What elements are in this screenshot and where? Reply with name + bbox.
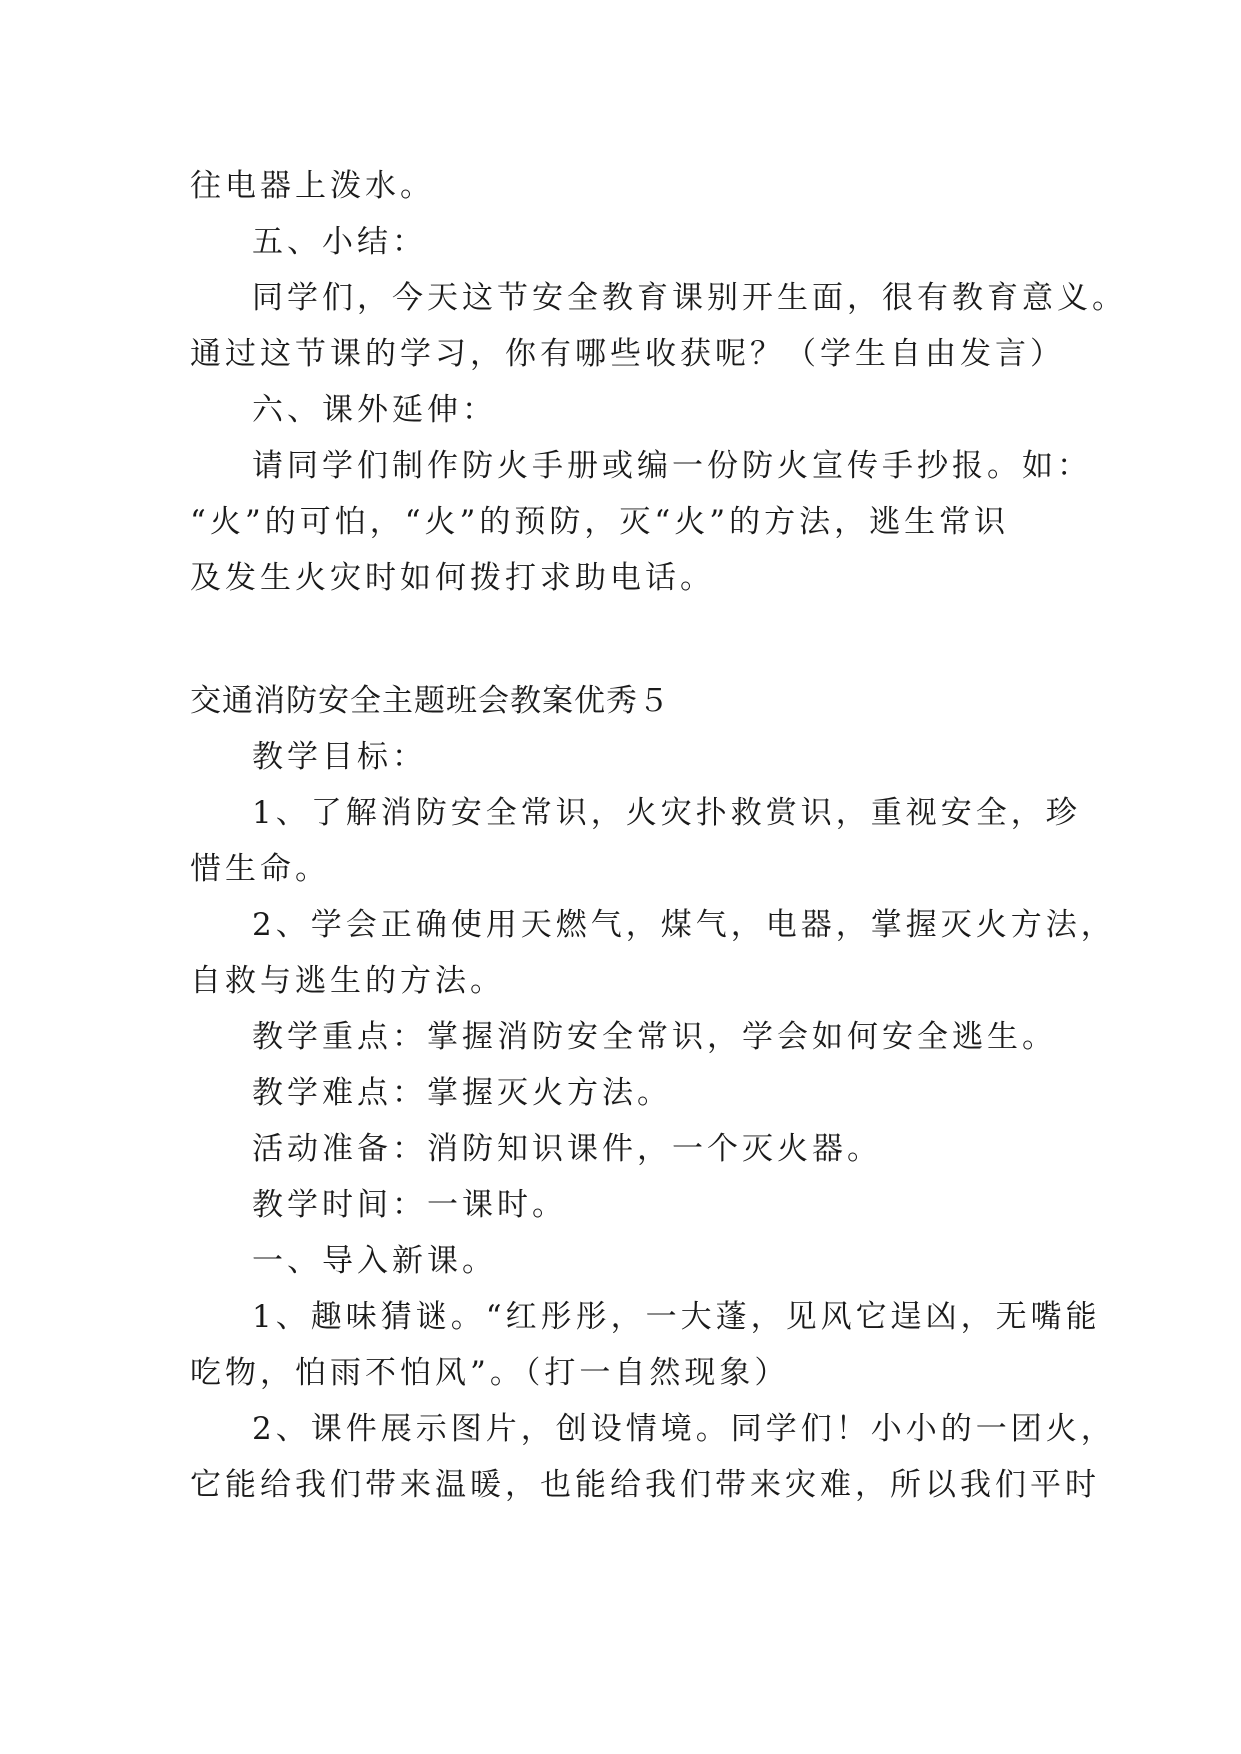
text-line: 请同学们制作防火手册或编一份防火宣传手抄报。如：: [252, 448, 1092, 484]
text-line: 吃物，怕雨不怕风”。（打一自然现象）: [190, 1355, 790, 1391]
text-line: 同学们，今天这节安全教育课别开生面，很有教育意义。: [252, 280, 1127, 316]
text-line: 教学重点：掌握消防安全常识，学会如何安全逃生。: [252, 1019, 1057, 1055]
text-line: 自救与逃生的方法。: [190, 963, 505, 999]
text-line: 它能给我们带来温暖，也能给我们带来灾难，所以我们平时: [190, 1467, 1100, 1503]
text-line: 2、学会正确使用天燃气，煤气，电器，掌握灭火方法，: [252, 907, 1116, 943]
section-heading-objectives: 教学目标：: [252, 739, 427, 775]
text-line: 1、了解消防安全常识，火灾扑救赏识，重视安全，珍: [252, 795, 1081, 831]
section-heading-extension: 六、课外延伸：: [252, 392, 497, 428]
text-line: 2、课件展示图片，创设情境。同学们！小小的一团火，: [252, 1411, 1116, 1447]
section-heading-intro: 一、导入新课。: [252, 1243, 497, 1279]
section-heading-summary: 五、小结：: [252, 224, 427, 260]
text-line: 1、趣味猜谜。“红彤彤，一大蓬，见风它逞凶，无嘴能: [252, 1299, 1101, 1335]
document-title: 交通消防安全主题班会教案优秀５: [190, 683, 670, 719]
text-line: 往电器上泼水。: [190, 168, 435, 204]
text-line: “火”的可怕，“火”的预防，灭“火”的方法，逃生常识: [190, 504, 1010, 540]
text-line: 教学时间：一课时。: [252, 1187, 567, 1223]
text-line: 教学难点：掌握灭火方法。: [252, 1075, 672, 1111]
text-line: 通过这节课的学习，你有哪些收获呢？（学生自由发言）: [190, 336, 1065, 372]
text-line: 惜生命。: [190, 851, 330, 887]
text-line: 及发生火灾时如何拨打求助电话。: [190, 560, 715, 596]
text-line: 活动准备：消防知识课件，一个灭火器。: [252, 1131, 882, 1167]
